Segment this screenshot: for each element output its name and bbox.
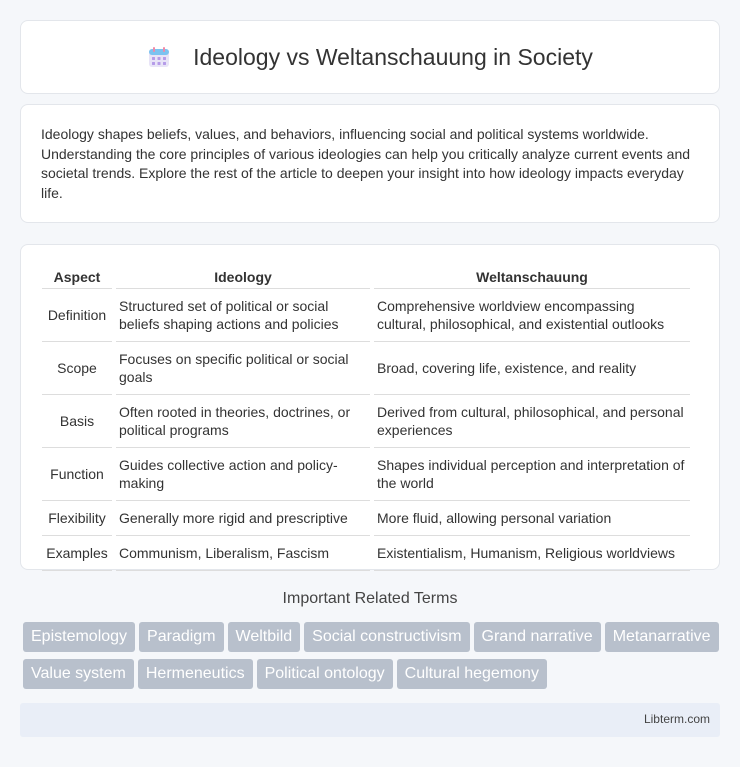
header-card (20, 20, 720, 94)
cell-aspect: Definition (42, 289, 112, 342)
cell-ideology: Generally more rigid and prescriptive (116, 501, 370, 536)
table-row (42, 448, 690, 501)
related-term-tag[interactable]: Metanarrative (605, 622, 719, 652)
cell-ideology: Focuses on specific political or social goals (116, 342, 370, 395)
related-term-tag[interactable]: Paradigm (139, 622, 223, 652)
related-term-tag[interactable]: Weltbild (228, 622, 301, 652)
table-row (42, 501, 690, 536)
related-term-tag[interactable]: Social constructivism (304, 622, 469, 652)
intro-card (20, 104, 720, 223)
cell-ideology: Communism, Liberalism, Fascism (116, 536, 370, 571)
footer (20, 703, 720, 737)
related-term-tag[interactable]: Cultural hegemony (397, 659, 547, 689)
related-term-tag[interactable]: Political ontology (257, 659, 393, 689)
table-row (42, 289, 690, 342)
related-term-tag[interactable]: Hermeneutics (138, 659, 253, 689)
cell-ideology: Guides collective action and policy-making (116, 448, 370, 501)
cell-aspect: Function (42, 448, 112, 501)
header-weltanschauung: Weltanschauung (374, 265, 690, 289)
cell-aspect: Flexibility (42, 501, 112, 536)
related-terms-list (23, 622, 723, 696)
cell-aspect: Examples (42, 536, 112, 571)
page-title: Ideology vs Weltanschauung in Society (193, 43, 593, 70)
comparison-table (38, 265, 694, 571)
related-term-tag[interactable]: Grand narrative (474, 622, 601, 652)
cell-weltanschauung: Comprehensive worldview encompassing cultural, philosophical, and existential outlooks (374, 289, 690, 342)
table-row (42, 536, 690, 571)
comparison-card (20, 244, 720, 570)
cell-ideology: Structured set of political or social beliefs shaping actions and policies (116, 289, 370, 342)
related-term-tag[interactable]: Epistemology (23, 622, 135, 652)
intro-text: Ideology shapes beliefs, values, and behaviors, influencing social and political systems worldwide. Understanding the core principles of various ideologies can help you critically analyze current events and societal trends. Explore the rest of the article to deepen your insight into how ideology impacts everyday life. (41, 126, 691, 201)
header-aspect: Aspect (42, 265, 112, 289)
cell-weltanschauung: Shapes individual perception and interpretation of the world (374, 448, 690, 501)
related-terms-title: Important Related Terms (282, 590, 458, 607)
table-row (42, 342, 690, 395)
calendar-icon (147, 45, 171, 69)
cell-weltanschauung: Existentialism, Humanism, Religious worldviews (374, 536, 690, 571)
header-ideology: Ideology (116, 265, 370, 289)
table-header-row (42, 265, 690, 289)
footer-link[interactable]: Libterm.com (643, 712, 710, 726)
cell-weltanschauung: Broad, covering life, existence, and reality (374, 342, 690, 395)
cell-weltanschauung: Derived from cultural, philosophical, and personal experiences (374, 395, 690, 448)
cell-aspect: Basis (42, 395, 112, 448)
cell-weltanschauung: More fluid, allowing personal variation (374, 501, 690, 536)
cell-aspect: Scope (42, 342, 112, 395)
table-row (42, 395, 690, 448)
related-term-tag[interactable]: Value system (23, 659, 134, 689)
cell-ideology: Often rooted in theories, doctrines, or political programs (116, 395, 370, 448)
